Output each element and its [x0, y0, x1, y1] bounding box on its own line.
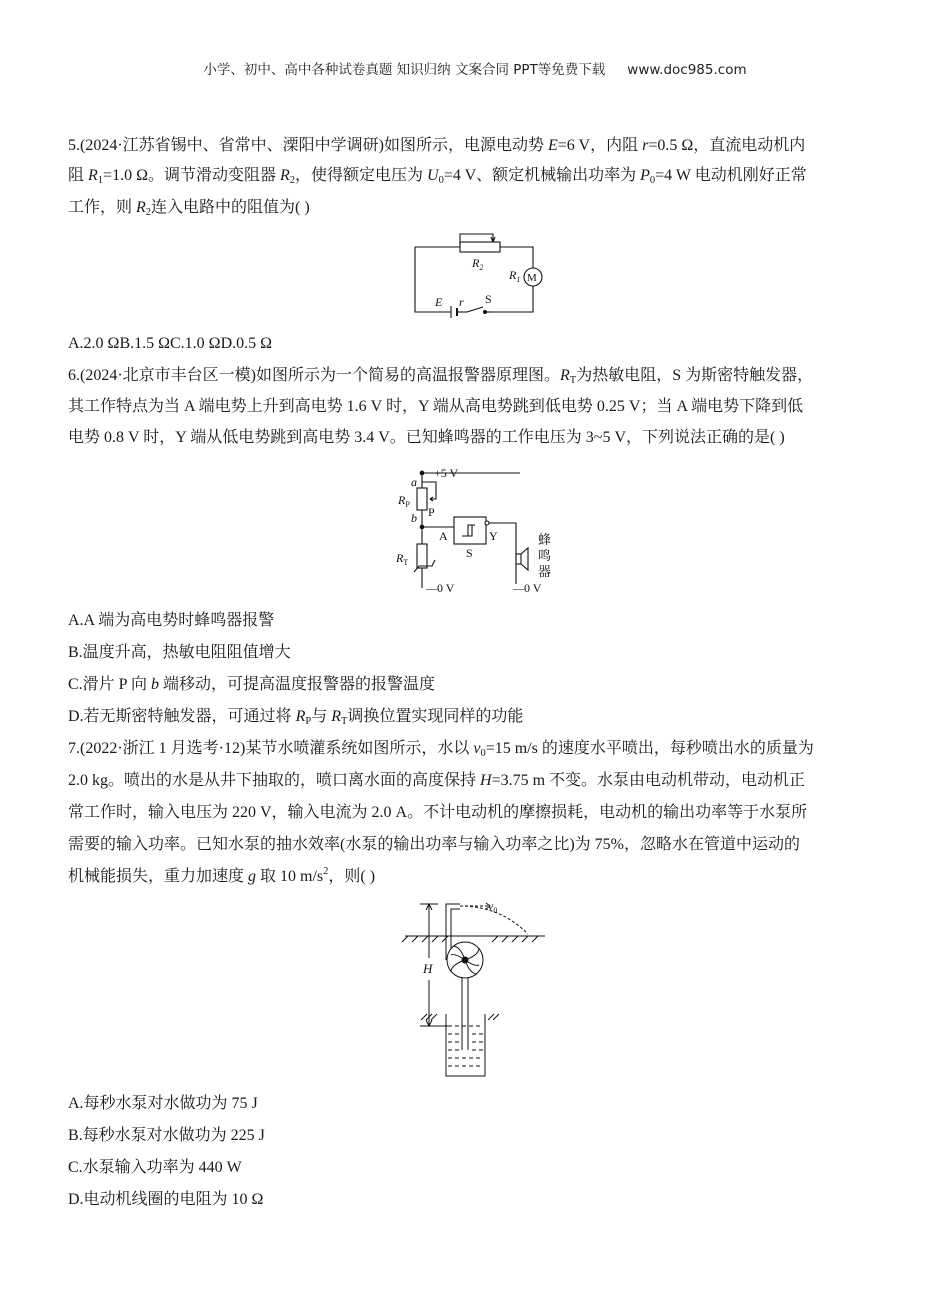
header-text: 小学、初中、高中各种试卷真题 知识归纳 文案合同 PPT等免费下载	[203, 62, 606, 78]
q5-line-3: 工作，则 $R_2$连入电路中的阻值为( )	[68, 199, 310, 218]
page-header	[0, 58, 950, 78]
q5-line-2: 阻 $R_1=1.0$ Ω。调节滑动变阻器 $R_2$，使得额定电压为 $U_0=4$ V、额定机械输出功率为 $P_0=4$ W 电动机刚好正常	[68, 167, 807, 186]
q6-label-S: S	[466, 546, 473, 560]
q6-label-buzzer-2: 鸣	[538, 548, 552, 563]
q7-pump-figure	[400, 898, 550, 1080]
q5-label-R2: $R_2$	[472, 256, 484, 272]
q6-label-RT: $R_T$	[396, 551, 409, 567]
q5-label-R1: $R_1$	[509, 268, 521, 284]
q6-option-d: D.若无斯密特触发器，可通过将 $R_P$与 $R_T$调换位置实现同样的功能	[68, 708, 524, 727]
q6-line-2: 其工作特点为当 A 端电势上升到高电势 1.6 V 时，Y 端从高电势跳到低电势 0.25 V；当 A 端电势下降到低	[68, 398, 804, 415]
q7-line-2: 2.0 kg。喷出的水是从井下抽取的，喷口离水面的高度保持 H=3.75 m 不变。水泵由电动机带动，电动机正	[68, 772, 806, 789]
q6-label-Y: Y	[489, 529, 498, 543]
q5-label-M: M	[527, 272, 537, 284]
q7-option-d: D.电动机线圈的电阻为 10 Ω	[68, 1191, 264, 1208]
q5-options: A.2.0 ΩB.1.5 ΩC.1.0 ΩD.0.5 Ω	[68, 335, 273, 352]
q5-label-E: E	[435, 295, 443, 309]
q5-circuit-svg	[405, 224, 555, 324]
q6-label-buzzer-1: 蜂	[538, 532, 552, 547]
q6-line-1: 6.(2024·北京市丰台区一模)如图所示为一个简易的高温报警器原理图。$R_T$为热敏电阻，S 为斯密特触发器，	[68, 367, 814, 386]
q7-label-H: H	[423, 961, 433, 976]
q6-alarm-svg	[392, 462, 562, 602]
q6-label-A: A	[439, 529, 448, 543]
q5-line-1: 5.(2024·江苏省锡中、省常中、溧阳中学调研)如图所示，电源电动势 E=6 V，内阻 r=0.5 Ω，直流电动机内	[68, 137, 806, 154]
q6-option-b: B.温度升高，热敏电阻阻值增大	[68, 644, 291, 661]
q6-alarm-figure	[392, 462, 562, 602]
q7-line-3: 常工作时，输入电压为 220 V，输入电流为 2.0 A。不计电动机的摩擦损耗，电动机的输出功率等于水泵所	[68, 804, 808, 821]
q6-label-buzzer-3: 器	[538, 564, 552, 579]
header-site: www.doc985.com	[627, 62, 747, 78]
q5-label-S: S	[485, 292, 492, 306]
q7-line-5: 机械能损失，重力加速度 g 取 10 $m/s^2$，则( )	[68, 866, 376, 885]
q6-option-a: A.A 端为高电势时蜂鸣器报警	[68, 612, 275, 629]
q6-line-3: 电势 0.8 V 时，Y 端从低电势跳到高电势 3.4 V。已知蜂鸣器的工作电压为 3~5 V，下列说法正确的是( )	[68, 429, 785, 446]
q6-option-c: C.滑片 P 向 b 端移动，可提高温度报警器的报警温度	[68, 676, 435, 693]
q7-label-v0: $v_0$	[488, 899, 498, 915]
q7-option-a: A.每秒水泵对水做功为 75 J	[68, 1095, 258, 1112]
q6-label-RP: $R_P$	[398, 493, 410, 509]
q5-label-r: r	[459, 295, 464, 309]
q6-label-0V-right: —0 V	[513, 581, 542, 595]
q7-line-4: 需要的输入功率。已知水泵的抽水效率(水泵的输出功率与输入功率之比)为 75%，忽略水在管道中运动的	[68, 836, 800, 853]
q6-label-a: a	[411, 475, 417, 489]
q7-line-1: 7.(2022·浙江 1 月选考·12)某节水喷灌系统如图所示，水以 $v_0=15$ m/s 的速度水平喷出，每秒喷出水的质量为	[68, 740, 814, 759]
q6-label-b: b	[411, 511, 417, 525]
q5-circuit-figure	[405, 224, 555, 324]
q7-option-c: C.水泵输入功率为 440 W	[68, 1159, 242, 1176]
q6-label-plus5: +5 V	[434, 466, 459, 480]
q6-label-P: P	[428, 505, 435, 519]
q7-pump-svg	[400, 898, 550, 1080]
q6-label-0V-left: —0 V	[426, 581, 455, 595]
q7-option-b: B.每秒水泵对水做功为 225 J	[68, 1127, 265, 1144]
